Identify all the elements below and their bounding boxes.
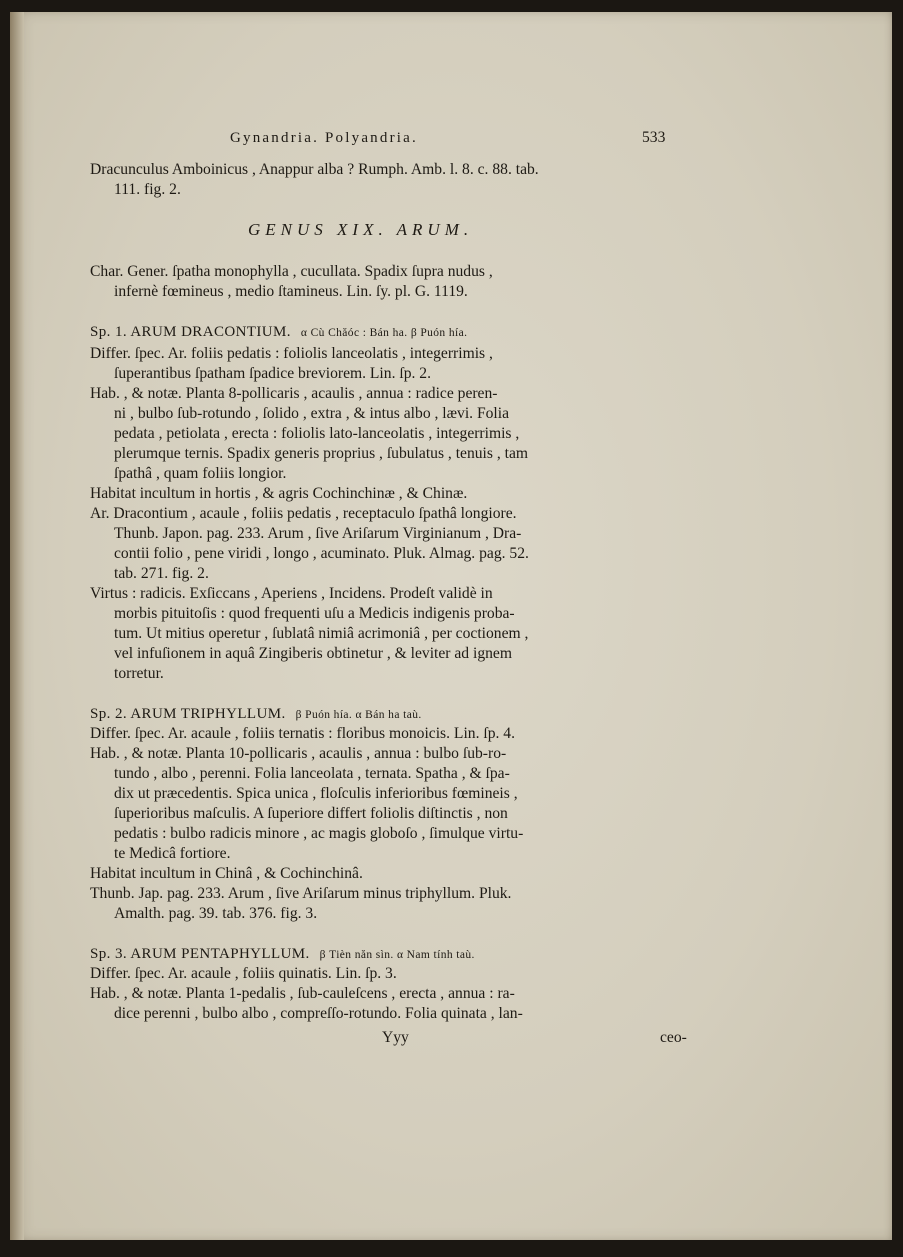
line-text: GENUS XIX. ARUM.	[248, 220, 474, 239]
text-line	[90, 322, 467, 343]
text-line	[90, 724, 515, 744]
line-text: Hab. , & notæ. Planta 8-pollicaris , acaulis , annua : radice peren-	[90, 385, 498, 402]
line-text: torretur.	[114, 665, 164, 682]
text-line	[114, 544, 529, 564]
text-line	[90, 344, 493, 364]
text-line	[90, 964, 397, 984]
line-text: 111. fig. 2.	[114, 181, 181, 198]
running-title: Gynandria. Polyandria.	[230, 130, 418, 146]
signature-mark: Yyy	[382, 1029, 409, 1046]
text-line	[90, 884, 511, 904]
text-line	[90, 384, 497, 404]
line-text: te Medicâ fortiore.	[114, 845, 231, 862]
line-text: Differ. ſpec. Ar. foliis pedatis : foliolis lanceolatis , integerrimis ,	[90, 345, 493, 362]
text-line	[90, 984, 515, 1004]
line-text: infernè fœmineus , medio ſtamineus. Lin. ſy. pl. G. 1119.	[114, 283, 468, 300]
text-line	[114, 904, 317, 924]
text-line	[90, 504, 517, 524]
line-text: Thunb. Jap. pag. 233. Arum , ſive Ariſarum minus triphyllum. Pluk.	[90, 885, 512, 902]
text-line	[248, 220, 473, 240]
text-line	[90, 944, 475, 965]
text-line	[114, 624, 528, 644]
line-text: Hab. , & notæ. Planta 1-pedalis , ſub-cauleſcens , erecta , annua : ra-	[90, 985, 515, 1002]
text-line	[114, 524, 521, 544]
page-number: 533	[642, 129, 666, 146]
text-line	[90, 262, 493, 282]
vernacular-names: α Cù Chăóc : Bán ha. β Puón hía.	[300, 327, 468, 339]
line-text: Sp. 1. ARUM DRACONTIUM.	[90, 324, 291, 340]
text-line	[90, 584, 493, 604]
text-line	[114, 804, 508, 824]
line-text: Hab. , & notæ. Planta 10-pollicaris , acaulis , annua : bulbo ſub-ro-	[90, 745, 507, 762]
line-text: Sp. 3. ARUM PENTAPHYLLUM.	[90, 946, 310, 962]
line-text: Virtus : radicis. Exſiccans , Aperiens , Incidens. Prodeſt validè in	[90, 585, 493, 602]
text-line	[114, 664, 164, 684]
line-text: tab. 271. fig. 2.	[114, 565, 209, 582]
line-text: Dracunculus Amboinicus , Anappur alba ? Rumph. Amb. l. 8. c. 88. tab.	[90, 161, 539, 178]
line-text: pedatis : bulbo radicis minore , ac magis globoſo , ſimulque virtu-	[114, 825, 524, 842]
line-text: Sp. 2. ARUM TRIPHYLLUM.	[90, 706, 286, 722]
text-line	[114, 1004, 523, 1024]
line-text: plerumque ternis. Spadix generis proprius , ſubulatus , tenuis , tam	[114, 445, 529, 462]
text-line	[114, 404, 509, 424]
line-text: morbis pituitoſis : quod frequenti uſu a Medicis indigenis proba-	[114, 605, 515, 622]
text-line	[90, 744, 506, 764]
line-text: dice perenni , bulbo albo , compreſſo-rotundo. Folia quinata , lan-	[114, 1005, 523, 1022]
text-line	[114, 424, 519, 444]
line-text: ni , bulbo ſub-rotundo , ſolido , extra , & intus albo , lævi. Folia	[114, 405, 510, 422]
line-text: Thunb. Japon. pag. 233. Arum , ſive Ariſarum Virginianum , Dra-	[114, 525, 522, 542]
line-text: pedata , petiolata , erecta : foliolis lato-lanceolatis , integerrimis ,	[114, 425, 520, 442]
line-text: Differ. ſpec. Ar. acaule , foliis ternatis : floribus monoicis. Lin. ſp. 4.	[90, 725, 515, 742]
vernacular-names: β Tièn năn sìn. α Nam tính taù.	[319, 949, 475, 961]
line-text: ſuperioribus maſculis. A ſuperiore differt foliolis diſtinctis , non	[114, 805, 508, 822]
line-text: contii folio , pene viridi , longo , acuminato. Pluk. Almag. pag. 52.	[114, 545, 529, 562]
line-text: Habitat incultum in Chinâ , & Cochinchinâ.	[90, 865, 363, 882]
text-line	[114, 644, 512, 664]
text-line	[90, 864, 363, 884]
text-line	[90, 160, 539, 180]
text-line	[114, 464, 286, 484]
text-line	[114, 364, 431, 384]
line-text: vel infuſionem in aquâ Zingiberis obtinetur , & leviter ad ignem	[114, 645, 512, 662]
line-text: Ar. Dracontium , acaule , foliis pedatis , receptaculo ſpathâ longiore.	[90, 505, 517, 522]
line-text: dix ut præcedentis. Spica unica , floſculis inferioribus fœmineis ,	[114, 785, 518, 802]
text-line	[114, 784, 518, 804]
text-line	[114, 764, 510, 784]
line-text: Amalth. pag. 39. tab. 376. fig. 3.	[114, 905, 318, 922]
line-text: Differ. ſpec. Ar. acaule , foliis quinatis. Lin. ſp. 3.	[90, 965, 397, 982]
text-line	[90, 704, 422, 725]
text-line	[90, 484, 467, 504]
catchword: ceo-	[660, 1029, 687, 1046]
line-text: tundo , albo , perenni. Folia lanceolata , ternata. Spatha , & ſpa-	[114, 765, 510, 782]
line-text: Char. Gener. ſpatha monophylla , cucullata. Spadix ſupra nudus ,	[90, 263, 493, 280]
text-line	[114, 844, 230, 864]
line-text: Habitat incultum in hortis , & agris Cochinchinæ , & Chinæ.	[90, 485, 468, 502]
line-text: ſuperantibus ſpatham ſpadice breviorem. Lin. ſp. 2.	[114, 365, 431, 382]
text-line	[114, 564, 209, 584]
text-line	[114, 824, 523, 844]
vernacular-names: β Puón hía. α Bán ha taù.	[295, 709, 422, 721]
text-line	[114, 282, 468, 302]
line-text: ſpathâ , quam foliis longior.	[114, 465, 287, 482]
text-line	[114, 180, 181, 200]
book-spine-edge	[10, 12, 24, 1240]
text-line	[114, 444, 528, 464]
text-line	[114, 604, 515, 624]
line-text: tum. Ut mitius operetur , ſublatâ nimiâ acrimoniâ , per coctionem ,	[114, 625, 529, 642]
